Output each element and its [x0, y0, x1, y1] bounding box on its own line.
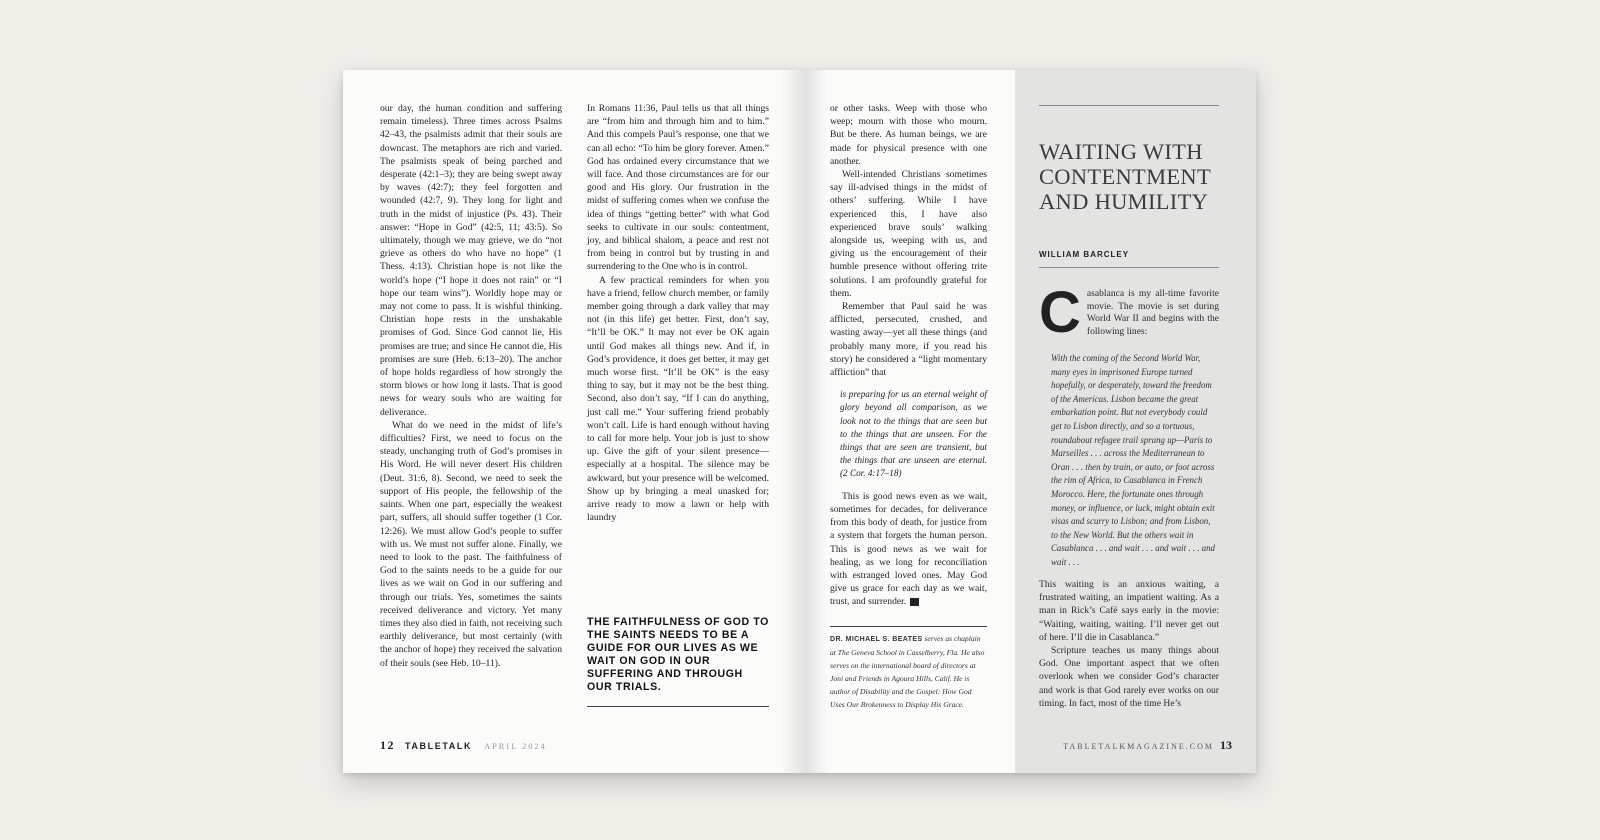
page-number: 12 [380, 738, 395, 752]
bio-text: serves as chaplain at The Geneva School in Casselberry, Fla. He also serves on the international board of directors at Joni and Friends in Agoura Hills, Calif. He is author of Disability and the Gospel: How God Uses Our Brokenness to Display His Grace. [830, 634, 985, 709]
paragraph: Scripture teaches us many things about God. One important aspect that we often overlook when we consider God’s character and work is that God rarely ever works on our timing. In fact, most of the time He’s [1039, 645, 1219, 709]
paragraph: our day, the human condition and suffering remain timeless). Three times across Psalms 42–43, the psalmists admit that their souls are downcast. The metaphors are rich and varied. The psalmists speak of being parched and desperate (42:1–3); they are being swept away by waves (42:7); they feel forgotten and wounded (42:7, 9). They long for light and truth in the midst of injustice (Ps. 43). Their answer: “Hope in God” (42:5, 11; 43:5). So ultimately, though we may grieve, we do “not grieve as others do who have no hope” (1 Thess. 4:13). Christian hope is not like the world’s hope (“I hope it does not rain” or “I hope our team wins”). Worldly hope may or may not come to pass. It is wishful thinking. Christian hope rests in the unshakable promises of God. Since God cannot lie, His promises are true; and since He cannot die, His promises are sure (Heb. 6:13–20). The anchor of hope holds regardless of how strongly the storm blows or how long it lasts. That is good news for weary souls who are waiting for deliverance. [380, 103, 562, 418]
paragraph: Remember that Paul said he was afflicted, persecuted, crushed, and wasting away—yet all these things (and probably many more, if you read his story) he considered a “light momentary affliction” that [830, 301, 987, 379]
left-page-column-1 [380, 102, 562, 670]
paragraph: Well-intended Christians sometimes say ill-advised things in the midst of others’ suffering. While I have experienced this, I have also experienced brave souls’ walking alongside us, weeping with us, and giving us the encouragement of their humble presence without offering trite solutions. I am profoundly grateful for them. [830, 169, 987, 299]
magazine-spread [343, 70, 1256, 773]
left-folio [380, 738, 547, 753]
magazine-website: TABLETALKMAGAZINE.COM [1063, 742, 1214, 751]
pull-quote: THE FAITHFULNESS OF GOD TO THE SAINTS NEEDS TO BE A GUIDE FOR OUR LIVES AS WE WAIT ON GOD IN OUR SUFFERING AND THROUGH OUR TRIALS. [587, 616, 769, 693]
issue-date: APRIL 2024 [484, 742, 547, 751]
article-intro [1039, 280, 1219, 345]
right-folio [1063, 738, 1232, 753]
magazine-name: TABLETALK [405, 741, 473, 751]
article-author: WILLIAM BARCLEY [1039, 250, 1130, 259]
drop-cap: C [1039, 280, 1081, 345]
block-quote: is preparing for us an eternal weight of glory beyond all comparison, as we look not to the things that are seen but to the things that are unseen. For the things that are seen are transient, but the things that are unseen are eternal. (2 Cor. 4:17–18) [840, 389, 987, 479]
paragraph: In Romans 11:36, Paul tells us that all things are “from him and through him and to him.” And this compels Paul’s response, one that we can all echo: “To him be glory forever. Amen.” God has ordained every circumstance that we will face. And those circumstances are for our good and His glory. Our frustration in the midst of suffering comes when we confuse the idea of things “getting better” with what God seeks to cultivate in our souls: contentment, joy, and biblical shalom, a peace and rest not from being in control but by trusting in and surrendering to the One who is in control. [587, 103, 769, 273]
paragraph: or other tasks. Weep with those who weep; mourn with those who mourn. But be there. As human beings, we are made for physical presence with one another. [830, 103, 987, 167]
paragraph: What do we need in the midst of life’s difficulties? First, we need to focus on the steady, unchanging truth of God’s promises in His Word. He will never desert His children (Deut. 31:6, 8). Second, we need to seek the support of His people, the fellowship of the saints. When one part, especially the weakest part, suffers, all should suffer together (1 Cor. 12:26). We must allow God’s people to suffer with us. We must not suffer alone. Finally, we need to look to the past. The faithfulness of God to the saints needs to be a guide for our lives as we wait on God in our suffering and through our trials. Yes, sometimes the saints received deliverance and victory. Yet many times they also died in faith, not receiving such earthly deliverance, but most certainly (with the anchor of hope) they received the salvation of their souls (see Heb. 10–11). [380, 419, 562, 669]
right-page [806, 70, 1256, 773]
closing-paragraph [830, 490, 987, 609]
paragraph: A few practical reminders for when you have a friend, fellow church member, or family member going through a dark valley that may not (in this life) get better. First, don’t say, “It’ll be OK.” It may not ever be OK again until God makes all things new. And if, in God’s providence, it does get better, it may get much worse first. “It’ll be OK” is the easy thing to say, but it may not be the best thing. Second, also don’t say, “If I can do anything, just call me.” Your suffering friend probably won’t call. Life is hard enough without having to call for more help. Your job is just to show up. Give the gift of your silent presence—especially at a hospital. The silence may be awkward, but your presence will be welcomed. Show up by bringing a meal unasked for; arrive ready to mow a lawn or help with laundry [587, 274, 769, 524]
sidebar-article [1015, 70, 1256, 773]
article-title: WAITING WITH CONTENTMENT AND HUMILITY [1039, 138, 1211, 214]
pull-quote-rule [587, 706, 769, 707]
movie-quote: With the coming of the Second World War, many eyes in imprisoned Europe turned hopefully, or desperately, toward the freedom of the Americas. Lisbon became the great embarkation point. But not everybody could get to Lisbon directly, and so a tortuous, roundabout refugee trail sprang up—Paris to Marseilles . . . across the Mediterranean to Oran . . . then by train, or auto, or foot across the rim of Africa, to Casablanca in French Morocco. Here, the fortunate ones through money, or influence, or luck, might obtain exit visas and scurry to Lisbon; and from Lisbon, to the New World. But the others wait in Casablanca . . . and wait . . . and wait . . . and wait . . . [1051, 353, 1215, 567]
left-page-column-2 [587, 102, 769, 525]
bio-author-name: DR. MICHAEL S. BEATES [830, 636, 923, 643]
paragraph-text: This is good news even as we wait, sometimes for decades, for deliverance from this body of death, for justice from a system that forgets the human person. This is good news as we wait for healing, as we long for reconciliation with estranged loved ones. May God give us grace for each day as we wait, trust, and surrender. [830, 490, 987, 608]
paragraph: This waiting is an anxious waiting, a frustrated waiting, an impatient waiting. As a man in Rick’s Café says early in the movie: “Waiting, waiting, waiting. I’ll never get out of here. I’ll die in Casablanca.” [1039, 579, 1219, 643]
title-rule [1039, 105, 1219, 106]
bio-rule [830, 626, 987, 627]
author-rule [1039, 267, 1219, 268]
article-body [1039, 578, 1219, 710]
page-number: 13 [1220, 738, 1232, 752]
end-mark-icon [910, 598, 919, 606]
right-page-column-1 [830, 102, 987, 609]
author-bio [830, 632, 987, 711]
left-page [343, 70, 806, 773]
intro-text: asablanca is my all-time favorite movie. The movie is set during World War II and begins with the following lines: [1086, 288, 1219, 337]
